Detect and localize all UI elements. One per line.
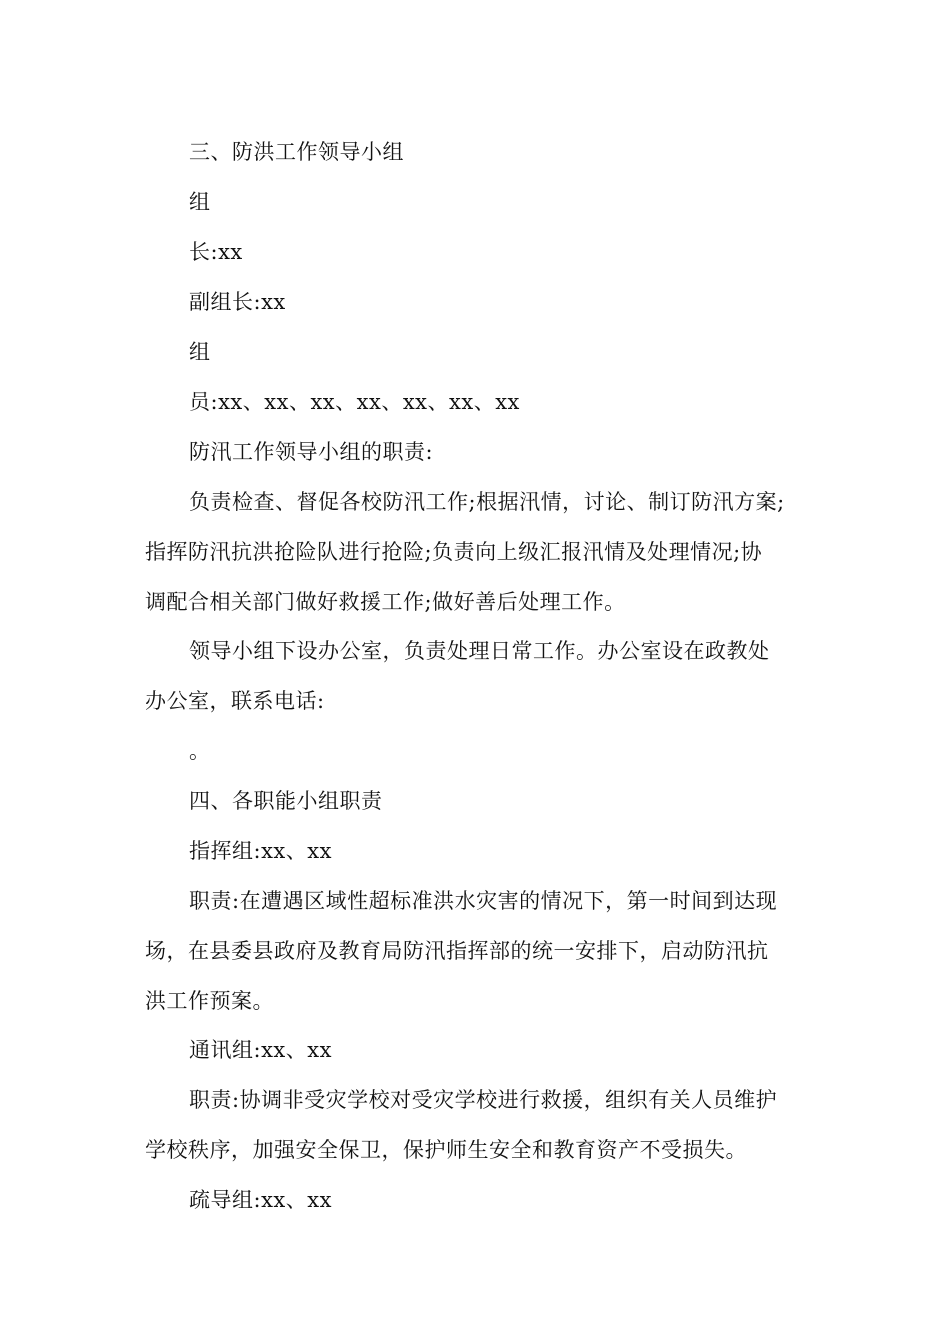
paragraph-line: 领导小组下设办公室，负责处理日常工作。办公室设在政教处 bbox=[189, 639, 770, 663]
paragraph-line: 场，在县委县政府及教育局防汛指挥部的统一安排下，启动防汛抗 bbox=[145, 939, 769, 963]
text-line: 组 bbox=[189, 340, 211, 364]
heading-functional-groups: 四、各职能小组职责 bbox=[189, 789, 383, 813]
paragraph-line: 指挥防汛抗洪抢险队进行抢险;负责向上级汇报汛情及处理情况;协 bbox=[145, 540, 763, 564]
text-line: 防汛工作领导小组的职责: bbox=[189, 440, 434, 464]
paragraph-line: 职责:在遭遇区域性超标准洪水灾害的情况下，第一时间到达现 bbox=[189, 889, 778, 913]
paragraph-line: 学校秩序，加强安全保卫，保护师生安全和教育资产不受损失。 bbox=[145, 1138, 747, 1162]
text-line: 疏导组:xx、xx bbox=[189, 1188, 332, 1212]
text-line: 副组长:xx bbox=[189, 290, 286, 314]
paragraph-line: 负责检查、督促各校防汛工作;根据汛情，讨论、制订防汛方案; bbox=[189, 490, 785, 514]
text-line: 员:xx、xx、xx、xx、xx、xx、xx bbox=[189, 390, 520, 414]
text-line: 。 bbox=[189, 739, 211, 763]
paragraph-line: 职责:协调非受灾学校对受灾学校进行救援，组织有关人员维护 bbox=[189, 1088, 778, 1112]
paragraph-line: 调配合相关部门做好救援工作;做好善后处理工作。 bbox=[145, 590, 626, 614]
paragraph-line: 办公室，联系电话: bbox=[145, 689, 325, 713]
text-line: 指挥组:xx、xx bbox=[189, 839, 332, 863]
text-line: 组 bbox=[189, 190, 211, 214]
heading-flood-leadership-group: 三、防洪工作领导小组 bbox=[189, 140, 404, 164]
paragraph-line: 洪工作预案。 bbox=[145, 989, 274, 1013]
text-line: 通讯组:xx、xx bbox=[189, 1038, 332, 1062]
text-line: 长:xx bbox=[189, 240, 243, 264]
